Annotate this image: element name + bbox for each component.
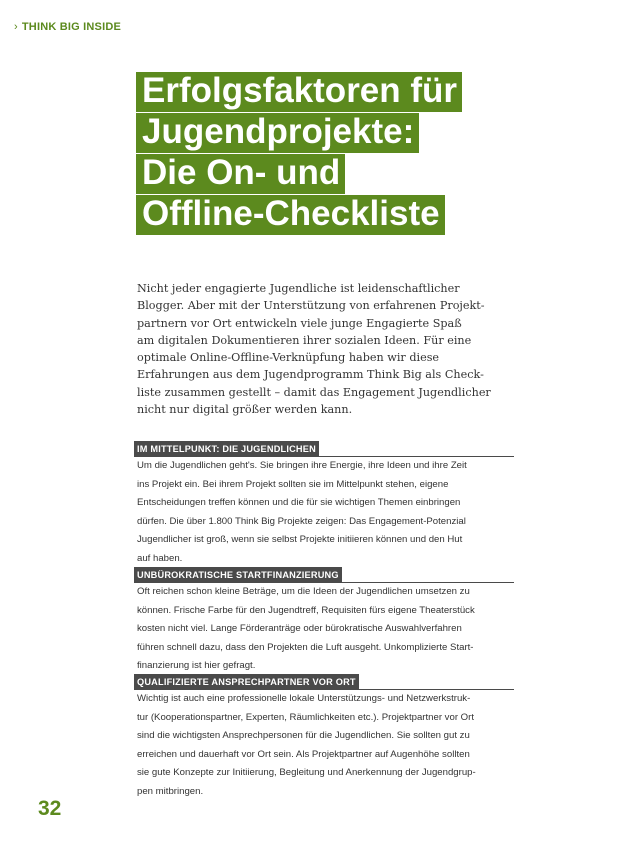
section-line: erreichen und dauerhaft vor Ort sein. Als Projektpartner auf Augenhöhe sollten — [137, 748, 470, 760]
section-line: kosten nicht viel. Lange Förderanträge oder bürokratische Auswahlverfahren — [137, 623, 462, 635]
page-title — [136, 72, 576, 236]
section-line: dürfen. Die über 1.800 Think Big Projekte zeigen: Das Engagement-Potenzial — [137, 515, 466, 527]
section-line: sind die wichtigsten Ansprechpersonen für die Jugendlichen. Sie sollten gut zu — [137, 730, 470, 742]
intro-line: optimale Online-Offline-Verknüpfung haben wir diese — [137, 351, 440, 365]
intro-paragraph — [137, 280, 507, 418]
intro-line: partnern vor Ort entwickeln viele junge Engagierte Spaß — [137, 316, 462, 330]
section-line: Oft reichen schon kleine Beträge, um die Ideen der Jugendlichen umsetzen zu — [137, 586, 470, 597]
section-line: ins Projekt ein. Bei ihrem Projekt sollten sie im Mittelpunkt stehen, eigene — [137, 478, 449, 490]
intro-line: nicht nur digital größer werden kann. — [137, 403, 353, 417]
intro-line: Nicht jeder engagierte Jugendliche ist leidenschaftlicher — [137, 282, 460, 295]
checklist-section-ansprechpartner — [134, 672, 514, 802]
section-heading: UNBÜROKRATISCHE STARTFINANZIERUNG — [134, 567, 342, 582]
chevron-right-icon: › — [14, 21, 18, 33]
section-heading: QUALIFIZIERTE ANSPRECHPARTNER VOR ORT — [134, 674, 359, 689]
intro-line: Blogger. Aber mit der Unterstützung von erfahrenen Projekt- — [137, 299, 485, 313]
section-line: sie gute Konzepte zur Initiierung, Begleitung und Anerkennung der Jugendgrup- — [137, 767, 476, 779]
section-line: führen schnell dazu, dass den Projekten die Luft ausgeht. Unkomplizierte Start- — [137, 641, 474, 653]
section-line: Um die Jugendlichen geht's. Sie bringen ihre Energie, ihre Ideen und ihre Zeit — [137, 460, 467, 471]
section-header — [14, 21, 121, 33]
section-line: tur (Kooperationspartner, Experten, Räumlichkeiten etc.). Projektpartner vor Ort — [137, 711, 474, 723]
section-line: pen mitbringen. — [137, 785, 204, 797]
title-line: Die On- und — [136, 154, 345, 194]
section-line: können. Frische Farbe für den Jugendtreff, Requisiten fürs eigene Theaterstück — [137, 604, 475, 616]
intro-line: am digitalen Dokumentieren ihrer sozialen Ideen. Für eine — [137, 333, 472, 347]
title-line: Jugendprojekte: — [136, 113, 419, 153]
section-line: Wichtig ist auch eine professionelle lokale Unterstützungs- und Netzwerkstruk- — [137, 693, 471, 704]
intro-line: Erfahrungen aus dem Jugendprogramm Think Big als Check- — [137, 368, 484, 382]
title-line: Offline-Checkliste — [136, 195, 445, 235]
page-number: 32 — [38, 797, 62, 820]
intro-line: liste zusammen gestellt – damit das Engagement Jugendlicher — [137, 385, 491, 399]
section-line: Entscheidungen treffen können und die für sie wichtigen Themen einbringen — [137, 497, 461, 509]
section-body — [134, 582, 514, 676]
section-line: auf haben. — [137, 552, 183, 564]
section-line: Jugendlicher ist groß, wenn sie selbst Projekte initiieren können und den Hut — [137, 534, 463, 546]
section-body — [134, 456, 514, 569]
title-line: Erfolgsfaktoren für — [136, 72, 462, 112]
section-header-label: THINK BIG INSIDE — [21, 21, 122, 33]
section-line: finanzierung ist hier gefragt. — [137, 660, 256, 672]
checklist-section-startfinanzierung — [134, 565, 514, 676]
checklist-section-jugendliche — [134, 439, 514, 569]
section-heading: IM MITTELPUNKT: DIE JUGENDLICHEN — [134, 441, 319, 456]
section-body — [134, 689, 514, 802]
